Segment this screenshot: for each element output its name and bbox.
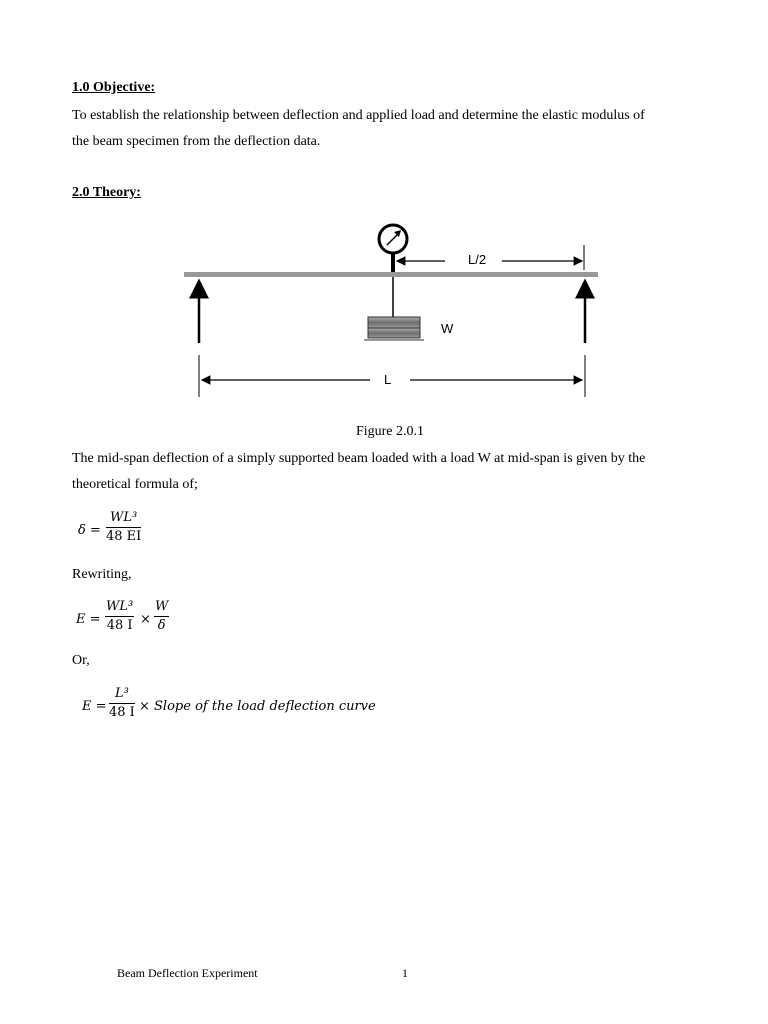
eq3-fraction <box>109 686 135 720</box>
span-label: L <box>384 372 392 387</box>
theory-intro-line-1: The mid-span deflection of a simply supported beam loaded with a load W at mid-span is given by the <box>72 451 646 466</box>
eq3-denominator: 48 I <box>109 705 135 720</box>
rewriting-label: Rewriting, <box>72 567 132 582</box>
dial-gauge-icon <box>379 225 407 272</box>
figure-caption: Figure 2.0.1 <box>355 424 425 439</box>
theory-heading: 2.0 Theory: <box>72 185 141 200</box>
eq1-fraction <box>106 510 141 544</box>
load-label: W <box>441 321 454 336</box>
eq3-rhs: × Slope of the load deflection curve <box>139 699 376 714</box>
beam-diagram-svg <box>180 215 610 405</box>
eq2-numerator-1: WL³ <box>106 599 134 614</box>
beam-diagram <box>180 215 610 410</box>
eq1-numerator: WL³ <box>110 510 138 525</box>
eq2-numerator-2: W <box>155 599 169 614</box>
eq3-lhs: E = <box>82 699 107 714</box>
eq2-lhs: E = <box>76 612 101 627</box>
weight-icon <box>364 317 424 340</box>
eq2-times: × <box>140 612 151 627</box>
eq2-fraction-2 <box>154 599 169 633</box>
beam <box>184 272 598 277</box>
objective-line-2: the beam specimen from the deflection data. <box>72 134 321 149</box>
theory-intro-line-2: theoretical formula of; <box>72 477 198 492</box>
eq3-numerator: L³ <box>114 686 129 701</box>
eq1-denominator: 48 EI <box>106 529 142 544</box>
eq1-lhs: δ = <box>78 523 101 538</box>
objective-line-1: To establish the relationship between deflection and applied load and determine the elastic modulus of <box>72 108 645 123</box>
half-span-label: L/2 <box>468 252 487 267</box>
footer-title: Beam Deflection Experiment <box>117 966 258 980</box>
footer-page-number: 1 <box>402 966 408 980</box>
or-label: Or, <box>72 653 90 668</box>
eq2-denominator-2: δ <box>154 616 169 633</box>
eq2-fraction-1 <box>105 599 134 633</box>
objective-heading: 1.0 Objective: <box>72 80 156 95</box>
eq2-denominator-1: 48 I <box>106 618 133 633</box>
